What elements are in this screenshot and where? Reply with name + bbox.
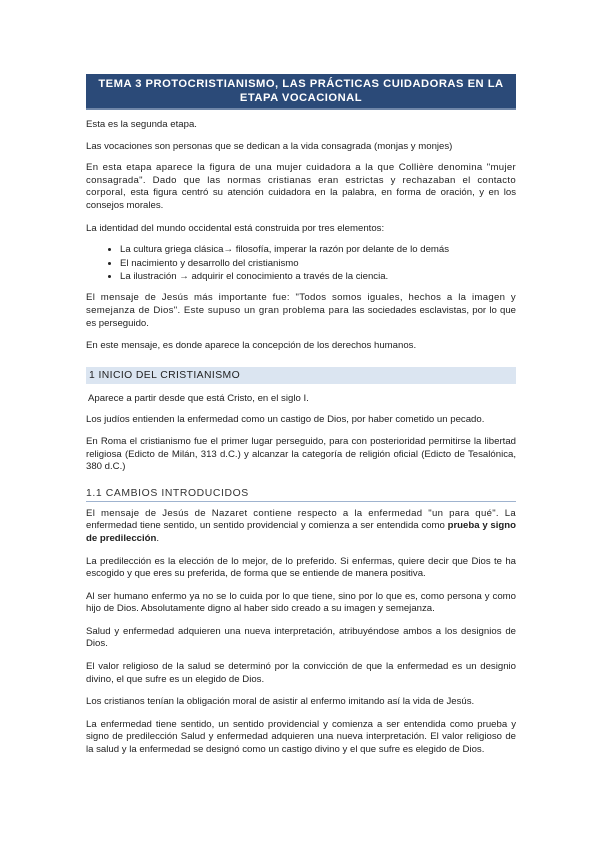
paragraph-text: El mensaje de Jesús de Nazaret contiene respecto a la enfermedad "un para qué". La (86, 507, 516, 519)
bold-text: prueba y signo de predilección (86, 520, 516, 544)
paragraph (86, 508, 516, 546)
paragraph: Esta es la segunda etapa. (86, 119, 197, 130)
paragraph: Salud y enfermedad adquieren una nueva interpretación, atribuyéndose ambos a los designios de Dios. (86, 625, 516, 650)
paragraph-text: El mensaje de Jesús más importante fue: "Todos somos iguales, hechos a la imagen y semejanza de Dios". Este supuso un gran problema para (86, 292, 516, 316)
paragraph: La identidad del mundo occidental está construida por tres elementos: (86, 222, 385, 234)
paragraph-text: enfermedad tiene sentido, un sentido providencial y comienza a ser entendida como (86, 520, 448, 532)
paragraph: Las vocaciones son personas que se dedican a la vida consagrada (monjas y monjes) (86, 140, 453, 152)
paragraph-text: En esta etapa aparece la figura de una mujer cuidadora a la que Collière denomina "mujer consagrada". Dado que las normas cristianas eran estrictas y rechazaban el contacto corporal, (86, 162, 516, 199)
paragraph: La predilección es la elección de lo mejor, de lo preferido. Si enfermas, quiere decir que Dios te ha escogido y que eres su preferida, de forma que se entiende de manera positiva. (86, 555, 516, 580)
document-content (86, 74, 516, 757)
paragraph (86, 292, 516, 330)
paragraph: Los cristianos tenían la obligación moral de asistir al enfermo imitando así la vida de Jesús. (86, 696, 475, 708)
paragraph: La enfermedad tiene sentido, un sentido providencial y comienza a ser entendida como prueba y signo de predilección Salud y enfermedad adquieren una nueva interpretación. El valor religioso de la salud y la enfermedad se designó como un castigo divino y el que sufre es elegido de Dios. (86, 718, 516, 756)
paragraph: En este mensaje, es donde aparece la concepción de los derechos humanos. (86, 340, 417, 352)
paragraph: Los judíos entienden la enfermedad como un castigo de Dios, por haber cometido un pecado. (86, 414, 485, 426)
paragraph: El valor religioso de la salud se determinó por la convicción de que la enfermedad es un designio divino, el que sufre es un elegido de Dios. (86, 661, 516, 685)
paragraph: Aparece a partir desde que está Cristo, en el siglo I. (88, 392, 309, 404)
page-title: TEMA 3 PROTOCRISTIANISMO, LAS PRÁCTICAS CUIDADORAS EN LA ETAPA VOCACIONAL (86, 74, 516, 110)
paragraph-text: . (156, 532, 160, 544)
subsection-heading: 1.1 CAMBIOS INTRODUCIDOS (86, 488, 516, 502)
paragraph: En Roma el cristianismo fue el primer lugar perseguido, para con posterioridad permitirse la libertad religiosa (Edicto de Milán, 313 d.C.) y alcanzar la categoría de religión oficial (Edicto de Tesalónica, 380 d.C.) (86, 435, 516, 473)
list-item: • La ilustración → adquirir el conocimiento a través de la ciencia. (120, 270, 516, 283)
paragraph (86, 162, 516, 212)
paragraph-text: las sociedades esclavistas, por lo que es perseguido. (86, 304, 517, 329)
list-item: • La cultura griega clásica→ filosofía, imperar la razón por delante de lo demás (120, 243, 516, 256)
paragraph: Al ser humano enfermo ya no se lo cuida por lo que tiene, sino por lo que es, como persona y como hijo de Dios. Absolutamente digno al haber sido creado a su imagen y semejanza. (86, 590, 516, 615)
section-heading: 1 INICIO DEL CRISTIANISMO (86, 367, 516, 384)
bullet-list (86, 243, 516, 283)
paragraph-text: esta figura centró su atención cuidadora en la palabra, en forma de oración, y en los consejos morales. (86, 187, 516, 211)
list-item: • El nacimiento y desarrollo del cristianismo (120, 257, 516, 270)
